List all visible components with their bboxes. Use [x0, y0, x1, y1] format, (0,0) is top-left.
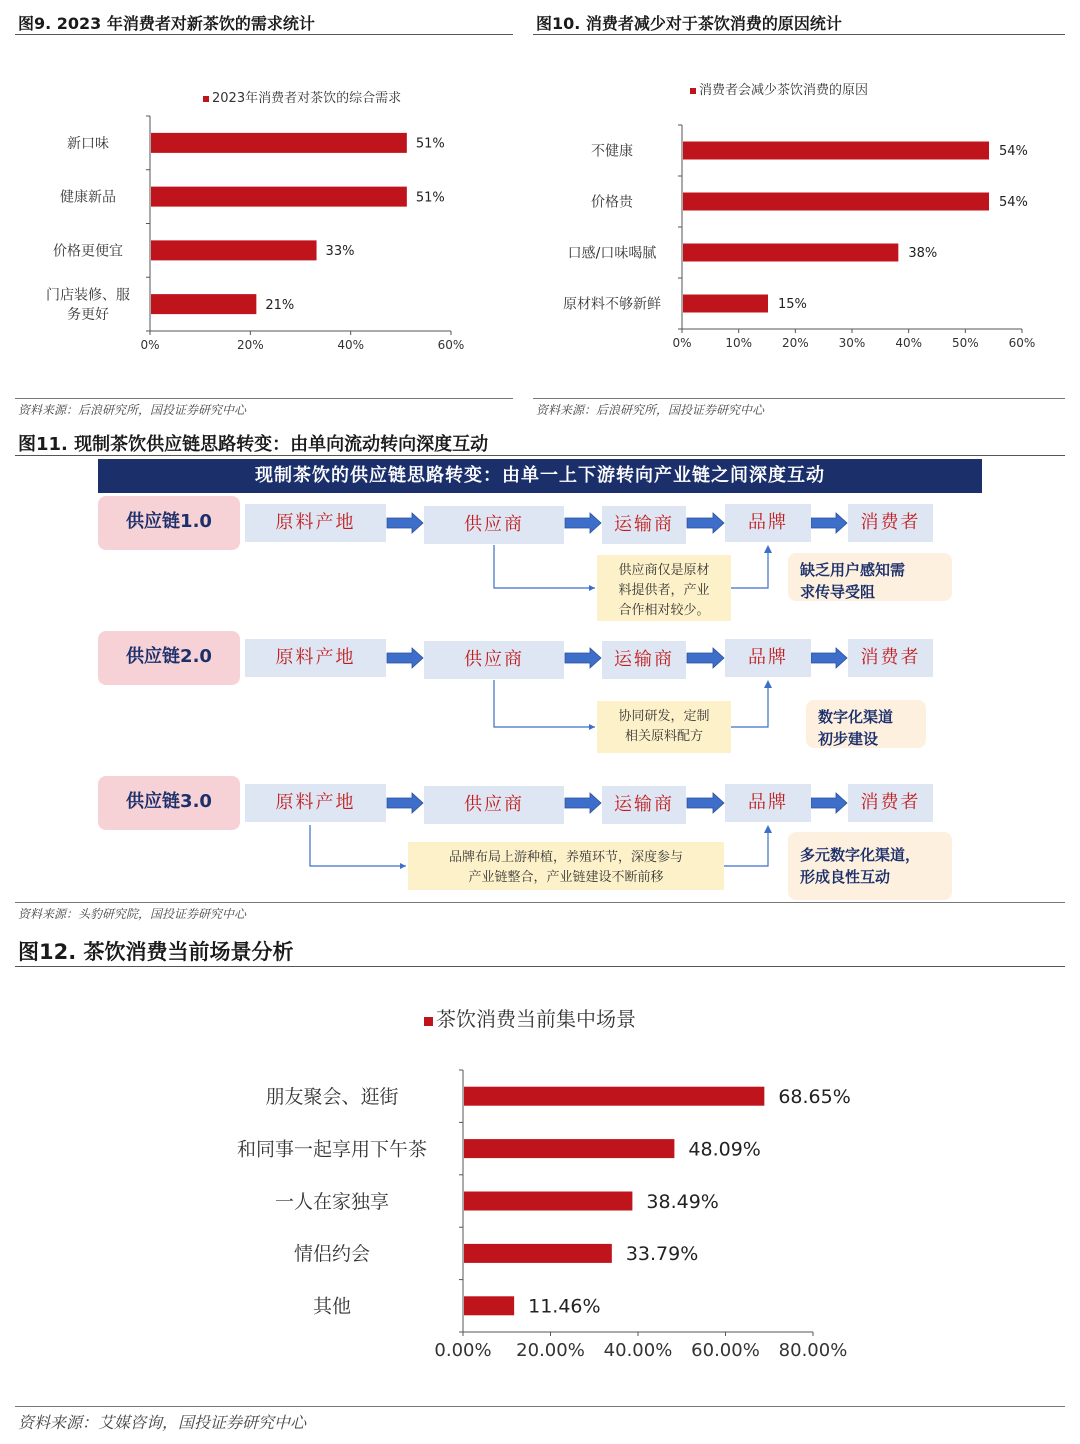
fig10-bar — [683, 193, 989, 211]
fig11-flow-arrow — [387, 648, 423, 668]
fig12-x-tick-label: 40.00% — [603, 1340, 673, 1361]
fig11-note-line: 产业链整合，产业链建设不断前移 — [468, 870, 664, 885]
fig10-title: 图10. 消费者减少对于茶饮消费的原因统计 — [536, 14, 842, 33]
fig10-value-label: 38% — [908, 246, 938, 262]
fig11-chain-node: 品牌 — [725, 504, 811, 542]
fig9-x-tick-label: 0% — [140, 338, 160, 352]
fig9-bar — [151, 240, 317, 260]
fig11-chain-node: 消费者 — [848, 504, 933, 542]
fig10-value-label: 54% — [999, 195, 1028, 211]
fig11-connector-arrowhead — [589, 724, 595, 730]
fig9-category-label: 价格更便宜 — [53, 243, 123, 260]
fig12-value-label: 11.46% — [528, 1295, 601, 1318]
fig9-bar — [151, 133, 407, 153]
fig11-chain-node: 消费者 — [848, 639, 933, 677]
fig12-bar — [464, 1087, 764, 1106]
fig12-bottom-rule — [15, 1406, 1065, 1407]
fig11-flow-arrow — [687, 513, 724, 533]
fig12-source: 资料来源：艾媒咨询，国投证券研究中心 — [18, 1413, 307, 1432]
fig11-result-box — [806, 700, 926, 748]
fig11-note-box — [597, 555, 731, 621]
fig11-result-line: 多元数字化渠道， — [800, 846, 921, 864]
fig9-bottom-rule — [15, 398, 513, 399]
fig11-connector-line — [724, 827, 768, 866]
fig9-x-tick-label: 20% — [236, 338, 264, 352]
fig12-category-label: 情侣约会 — [293, 1243, 371, 1266]
fig11-chain-node: 运输商 — [602, 506, 686, 544]
fig11-result-line: 缺乏用户感知需 — [800, 561, 906, 579]
fig12-title: 图12. 茶饮消费当前场景分析 — [18, 940, 294, 964]
fig9-bar — [151, 187, 407, 207]
fig9-title: 图9. 2023 年消费者对新茶饮的需求统计 — [18, 14, 315, 33]
fig11-result-line: 数字化渠道 — [818, 708, 894, 726]
fig12-bar — [464, 1192, 632, 1211]
fig12-x-tick-label: 0.00% — [434, 1340, 492, 1361]
fig10-x-tick-label: 0% — [672, 336, 692, 350]
fig10-legend-swatch — [690, 88, 696, 94]
fig11-flow-arrow — [565, 648, 601, 668]
fig10-legend-label: 消费者会减少茶饮消费的原因 — [699, 83, 869, 98]
fig11-connector-arrowhead — [764, 825, 772, 833]
fig10-source: 资料来源：后浪研究所，国投证券研究中心 — [536, 403, 765, 417]
fig11-flow-arrow — [387, 513, 423, 533]
fig11-chain-node: 原料产地 — [245, 784, 386, 822]
fig12-category-label: 朋友聚会、逛街 — [265, 1086, 399, 1109]
fig10-x-tick-label: 50% — [951, 336, 979, 350]
fig11-note-line: 料提供者，产业 — [618, 583, 710, 598]
fig12-x-tick-label: 20.00% — [516, 1340, 585, 1361]
fig11-result-line: 形成良性互动 — [800, 868, 891, 886]
fig11-flow-arrow — [811, 648, 847, 668]
fig11-source: 资料来源：头豹研究院，国投证券研究中心 — [18, 907, 247, 921]
fig10-category-label: 口感/口味喝腻 — [567, 245, 657, 262]
fig12-bar — [464, 1139, 674, 1158]
fig10-chart — [540, 36, 1080, 396]
fig9-source: 资料来源：后浪研究所，国投证券研究中心 — [18, 403, 247, 417]
fig11-connector-arrowhead — [589, 585, 595, 591]
fig10-title-rule — [533, 34, 1065, 35]
fig10-bar — [683, 295, 768, 313]
fig9-category-label: 新口味 — [67, 135, 109, 152]
fig11-note-line: 品牌布局上游种植，养殖环节，深度参与 — [448, 850, 683, 865]
fig12-value-label: 38.49% — [646, 1190, 719, 1213]
fig9-value-label: 51% — [415, 190, 445, 206]
fig11-connector-line — [731, 547, 768, 588]
fig10-value-label: 54% — [999, 144, 1028, 160]
fig9-value-label: 21% — [265, 297, 295, 313]
fig10-x-tick-label: 40% — [895, 336, 923, 350]
fig9-bar — [151, 294, 256, 314]
fig11-note-box — [597, 701, 731, 753]
fig9-chart — [0, 36, 540, 396]
fig11-connector-line — [494, 545, 595, 588]
fig12-category-label: 和同事一起享用下午茶 — [236, 1138, 428, 1161]
fig11-chain-node: 品牌 — [725, 784, 811, 822]
fig11-chain-node: 供应商 — [424, 506, 564, 544]
fig12-legend-label: 茶饮消费当前集中场景 — [436, 1007, 636, 1031]
fig11-flow-arrow — [687, 648, 724, 668]
fig11-flow-arrow — [565, 793, 601, 813]
fig10-x-tick-label: 30% — [838, 336, 866, 350]
fig11-stage-label: 供应链3.0 — [98, 776, 240, 830]
fig12-value-label: 68.65% — [778, 1086, 851, 1109]
fig11-chain-node: 消费者 — [848, 784, 933, 822]
fig12-bar — [464, 1296, 514, 1315]
fig11-chain-node: 供应商 — [424, 786, 564, 824]
fig10-bottom-rule — [533, 398, 1065, 399]
fig9-x-tick-label: 40% — [337, 338, 365, 352]
fig11-flow-arrow — [687, 793, 724, 813]
fig12-value-label: 33.79% — [625, 1243, 699, 1266]
fig9-category-label: 门店装修、服务更好 — [46, 287, 130, 323]
fig11-result-line: 初步建设 — [818, 730, 879, 748]
fig12-value-label: 48.09% — [688, 1138, 761, 1161]
fig11-chain-node: 原料产地 — [245, 639, 386, 677]
fig11-note-box — [408, 842, 724, 890]
fig12-x-tick-label: 60.00% — [691, 1340, 760, 1361]
fig11-flow-arrow — [811, 513, 847, 533]
fig12-legend-swatch — [424, 1017, 433, 1026]
fig10-bar — [683, 142, 989, 160]
fig11-connector-line — [310, 825, 406, 866]
fig11-banner: 现制茶饮的供应链思路转变：由单一上下游转向产业链之间深度互动 — [98, 459, 982, 493]
fig11-result-box — [788, 832, 952, 900]
fig11-stage-label: 供应链2.0 — [98, 631, 240, 685]
fig10-x-tick-label: 10% — [725, 336, 753, 350]
fig11-chain-node: 原料产地 — [245, 504, 386, 542]
fig12-category-label: 一人在家独享 — [274, 1190, 390, 1213]
fig9-legend-label: 2023年消费者对茶饮的综合需求 — [212, 91, 402, 106]
fig11-note-line: 相关原料配方 — [624, 729, 703, 744]
fig10-category-label: 不健康 — [591, 143, 633, 160]
fig11-connector-line — [731, 682, 768, 727]
fig11-result-line: 求传导受阻 — [800, 583, 876, 601]
fig11-stage-label: 供应链1.0 — [98, 496, 240, 550]
fig11-chain-node: 运输商 — [602, 786, 686, 824]
fig11-connector-line — [494, 680, 595, 727]
fig10-x-tick-label: 60% — [1008, 336, 1036, 350]
fig12-category-label: 其他 — [312, 1295, 352, 1318]
fig11-result-box — [788, 553, 952, 601]
fig12-x-tick-label: 80.00% — [778, 1340, 848, 1361]
fig9-x-tick-label: 60% — [437, 338, 465, 352]
fig11-connector-arrowhead — [400, 863, 406, 869]
fig11-connector-arrowhead — [764, 545, 772, 553]
fig11-flow-arrow — [387, 793, 423, 813]
fig9-value-label: 51% — [415, 136, 445, 152]
fig10-category-label: 价格贵 — [591, 194, 633, 211]
fig9-value-label: 33% — [325, 244, 355, 260]
fig12-chart — [0, 970, 1080, 1400]
fig10-bar — [683, 244, 898, 262]
fig11-bottom-rule — [15, 902, 1065, 903]
fig11-title: 图11. 现制茶饮供应链思路转变：由单向流动转向深度互动 — [18, 434, 489, 455]
fig11-note-line: 合作相对较少。 — [618, 603, 710, 618]
fig11-note-line: 协同研发，定制 — [618, 709, 710, 724]
fig10-category-label: 原材料不够新鲜 — [563, 296, 661, 313]
fig9-legend-swatch — [203, 96, 209, 102]
fig9-category-label: 健康新品 — [60, 189, 116, 206]
fig11-chain-node: 供应商 — [424, 641, 564, 679]
fig11-chain-node: 品牌 — [725, 639, 811, 677]
fig11-flow-arrow — [811, 793, 847, 813]
fig10-value-label: 15% — [778, 297, 807, 313]
fig11-chain-node: 运输商 — [602, 641, 686, 679]
fig9-title-rule — [15, 34, 513, 35]
fig12-title-rule — [15, 966, 1065, 967]
fig10-x-tick-label: 20% — [781, 336, 809, 350]
fig11-title-rule — [15, 455, 1065, 456]
fig12-bar — [464, 1244, 612, 1263]
fig11-flow-arrow — [565, 513, 601, 533]
fig11-connector-arrowhead — [764, 680, 772, 688]
fig11-note-line: 供应商仅是原材 — [618, 563, 710, 578]
